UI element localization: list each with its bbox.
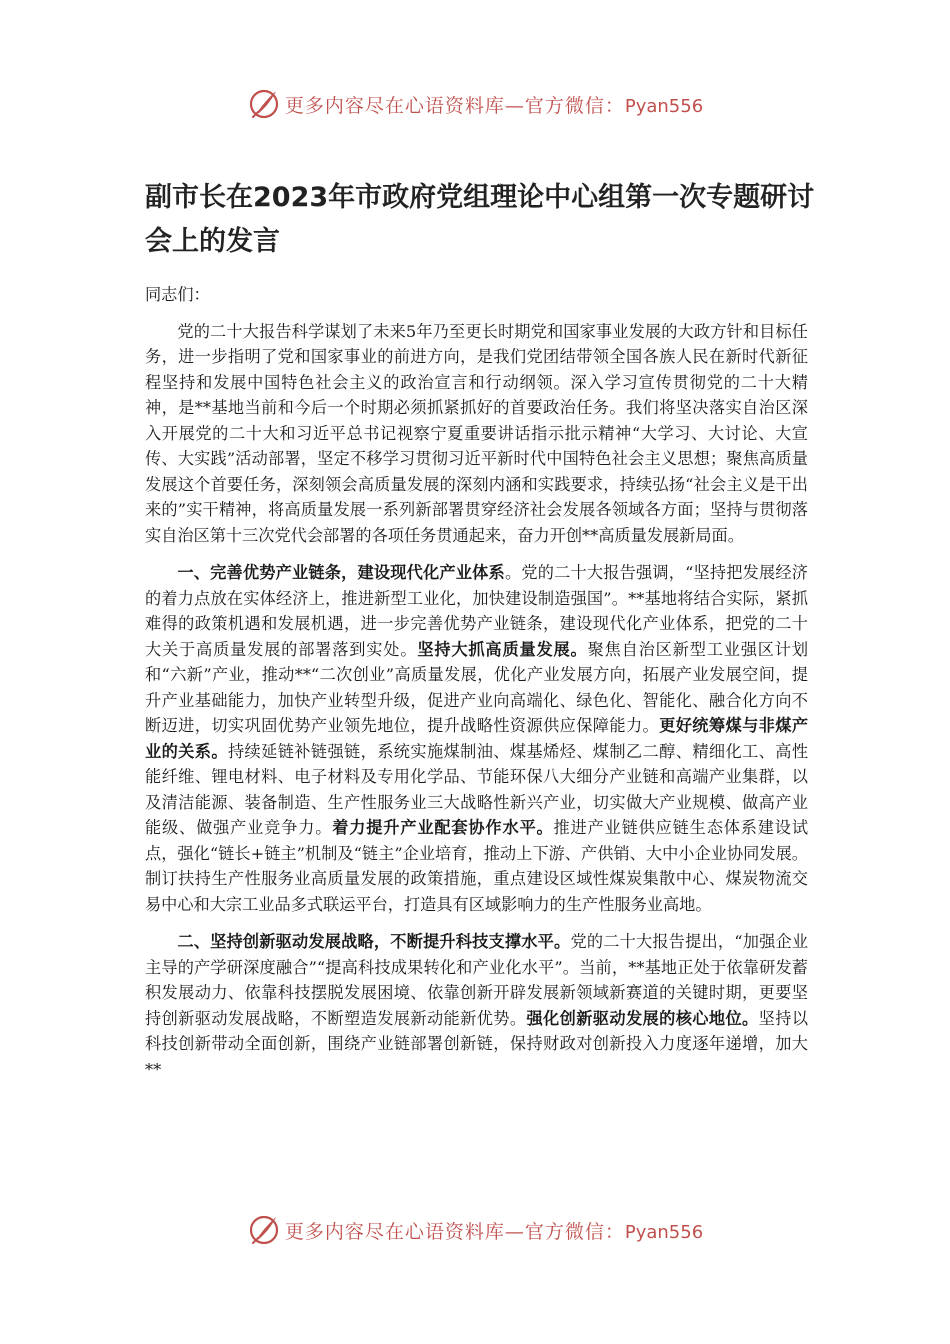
watermark-text: 更多内容尽在心语资料库—官方微信：Pyan556: [284, 1220, 704, 1243]
text-run: 党的二十大报告提出，“加强企业主导的产学研深度融合”“提高科技成果转化和产业化水平”。当前，**基地正处于依靠研发蓄积发展动力、依靠科技摆脱发展困境、依靠创新开辟发展新领域新赛道的关键时期，更要坚持创新驱动发展战略，不断塑造发展新动能新优势。: [145, 932, 809, 1028]
text-run: 持续延链补链强链，系统实施煤制油、煤基烯烃、煤制乙二醇、精细化工、高性能纤维、锂电材料、电子材料及专用化学品、节能环保八大细分产业链和高端产业集群，以及清洁能源、装备制造、生产性服务业三大战略性新兴产业，切实做大产业规模、做高产业能级、做强产业竞争力。: [145, 741, 809, 837]
bold-heading-run: 更好统筹煤与非煤产业的关系。: [145, 716, 809, 761]
paragraph-section-one: [145, 560, 808, 917]
bold-heading-run: 着力提升产业配套协作水平。: [332, 818, 554, 837]
paragraph-intro: [145, 319, 808, 549]
quill-pen-logo-icon: [247, 1213, 281, 1247]
text-run: 坚持以科技创新带动全面创新，围绕产业链部署创新链，保持财政对创新投入力度逐年递增，加大**: [145, 1008, 809, 1079]
watermark-text: 更多内容尽在心语资料库—官方微信：Pyan556: [284, 94, 704, 117]
bold-heading-run: 强化创新驱动发展的核心地位。: [526, 1008, 759, 1028]
wechat-id: Pyan556: [624, 1221, 704, 1243]
text-run: 党的二十大报告科学谋划了未来5年乃至更长时期党和国家事业发展的大政方针和目标任务，进一步指明了党和国家事业的前进方向，是我们党团结带领全国各族人民在新时代新征程坚持和发展中国特色社会主义的政治宣言和行动纲领。深入学习宣传贯彻党的二十大精神，是**基地当前和今后一个时期必须抓紧抓好的首要政治任务。我们将坚决落实自治区深入开展党的二十大和习近平总书记视察宁夏重要讲话指示批示精神“大学习、大讨论、大宣传、大实践”活动部署，坚定不移学习贯彻习近平新时代中国特色社会主义思想；聚焦高质量发展这个首要任务，深刻领会高质量发展的深刻内涵和实践要求，持续弘扬“社会主义是干出来的”实干精神，将高质量发展一系列新部署贯穿经济社会发展各领域各方面；坚持与贯彻落实自治区第十三次党代会部署的各项任务贯通起来，奋力开创**高质量发展新局面。: [145, 321, 808, 545]
text-run: 聚焦自治区新型工业强区计划和“六新”产业，推动**“二次创业”高质量发展，优化产业发展方向，拓展产业发展空间，提升产业基础能力，加快产业转型升级，促进产业向高端化、绿色化、智能化、融合化方向不断迈进，切实巩固优势产业领先地位，提升战略性资源供应保障能力。: [145, 639, 809, 735]
footer-watermark-banner: [0, 1210, 950, 1250]
paragraph-section-two: [145, 929, 808, 1082]
bold-heading-run: 一、完善优势产业链条，建设现代化产业体系: [177, 563, 505, 582]
bold-heading-run: 二、坚持创新驱动发展战略，不断提升科技支撑水平。: [177, 932, 571, 951]
header-watermark-banner: [0, 84, 950, 124]
salutation: 同志们：: [145, 285, 210, 304]
document-title: 副市长在2023年市政府党组理论中心组第一次专题研讨会上的发言: [145, 182, 815, 257]
text-run: 推进产业链供应链生态体系建设试点，强化“链长+链主”机制及“链主”企业培育，推动上下游、产供销、大中小企业协同发展。制订扶持生产性服务业高质量发展的政策措施，重点建设区域性煤炭集散中心、煤炭物流交易中心和大宗工业品多式联运平台，打造具有区域影响力的生产性服务业高地。: [145, 818, 809, 914]
bold-heading-run: 坚持大抓高质量发展。: [417, 639, 588, 659]
document-body: [145, 282, 808, 1094]
text-run: 。党的二十大报告强调，“坚持把发展经济的着力点放在实体经济上，推进新型工业化，加快建设制造强国”。**基地将结合实际，紧抓难得的政策机遇和发展机遇，进一步完善优势产业链条，建设现代化产业体系，把党的二十大关于高质量发展的部署落到实处。: [145, 563, 808, 659]
wechat-id: Pyan556: [624, 95, 704, 117]
quill-pen-logo-icon: [247, 87, 281, 121]
